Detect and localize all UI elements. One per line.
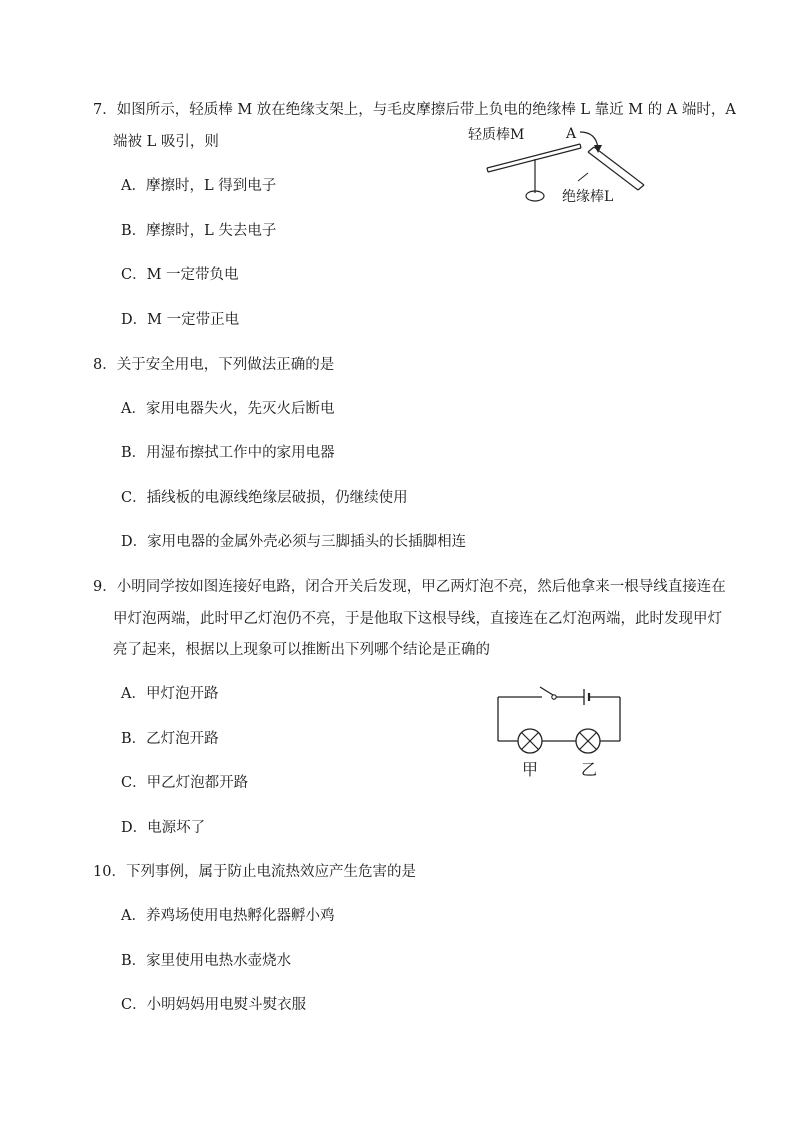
lamp-yi-icon: [576, 729, 600, 753]
q7-label-rod-m: 轻质棒M: [468, 127, 525, 143]
q7-option-b: B．摩擦时，L 失去电子: [121, 223, 277, 239]
q9-option-c: C．甲乙灯泡都开路: [121, 775, 249, 791]
q7-stem-line1: 7．如图所示，轻质棒 M 放在绝缘支架上，与毛皮摩擦后带上负电的绝缘棒 L 靠近 M 的 A 端时，A: [93, 102, 736, 118]
q9-stem-line3: 亮了起来，根据以上现象可以推断出下列哪个结论是正确的: [113, 642, 490, 658]
q7-option-a: A．摩擦时，L 得到电子: [121, 178, 277, 194]
q9-option-a: A．甲灯泡开路: [121, 686, 219, 702]
q7-option-c: C．M 一定带负电: [121, 267, 239, 283]
lamp-jia-icon: [518, 729, 542, 753]
q10-option-b: B．家里使用电热水壶烧水: [121, 953, 292, 969]
q8-stem: 8．关于安全用电，下列做法正确的是: [93, 357, 335, 373]
q9-label-lamp1: 甲: [522, 760, 539, 779]
q9-option-b: B．乙灯泡开路: [121, 731, 219, 747]
q7-option-d: D．M 一定带正电: [121, 312, 240, 328]
light-rod-m: [487, 144, 581, 172]
q8-option-a: A．家用电器失火，先灭火后断电: [121, 401, 335, 417]
insulating-stand: [526, 159, 544, 201]
q7-stem-line2: 端被 L 吸引，则: [113, 134, 219, 150]
q8-option-b: B．用湿布擦拭工作中的家用电器: [121, 445, 335, 461]
q7-figure-rods: [460, 118, 650, 210]
q7-label-rod-l: 绝缘棒L: [562, 189, 614, 205]
q9-label-lamp2: 乙: [581, 760, 598, 779]
q10-option-c: C．小明妈妈用电熨斗熨衣服: [121, 997, 307, 1013]
q9-option-d: D．电源坏了: [121, 820, 206, 836]
q7-label-a: A: [566, 126, 577, 142]
q10-option-a: A．养鸡场使用电热孵化器孵小鸡: [121, 908, 335, 924]
q9-stem-line1: 9．小明同学按如图连接好电路，闭合开关后发现，甲乙两灯泡不亮，然后他拿来一根导线直接连在: [93, 579, 726, 595]
insulating-rod-l: [588, 147, 644, 190]
battery-icon: [584, 689, 589, 705]
q9-circuit-diagram: [492, 683, 628, 781]
q8-option-d: D．家用电器的金属外壳必须与三脚插头的长插脚相连: [121, 534, 467, 550]
switch-icon: [540, 687, 556, 699]
q9-stem-line2: 甲灯泡两端，此时甲乙灯泡仍不亮，于是他取下这根导线，直接连在乙灯泡两端，此时发现甲灯: [113, 611, 722, 627]
q8-option-c: C．插线板的电源线绝缘层破损，仍继续使用: [121, 490, 408, 506]
q10-stem: 10．下列事例，属于防止电流热效应产生危害的是: [93, 864, 416, 880]
